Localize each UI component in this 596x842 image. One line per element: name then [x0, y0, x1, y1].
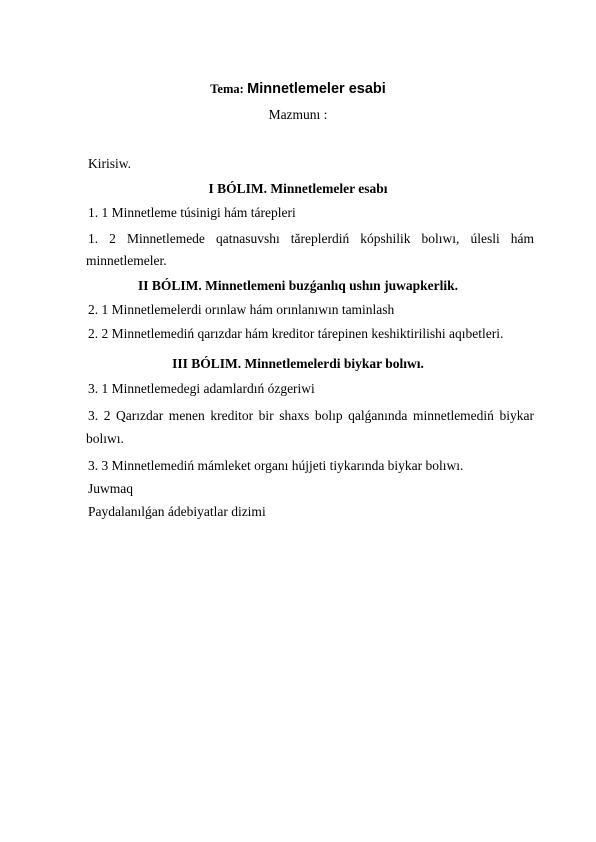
topic-heading	[0, 80, 596, 98]
toc-item-3-2-line1: 3. 2 Qarızdar menen kreditor bir shaxs bolıp qalǵanında minnetlemediń biykar	[88, 408, 534, 423]
toc-item-2-1: 2. 1 Minnetlemelerdi orınlaw hám orınlanıwın taminlash	[88, 302, 395, 317]
toc-item-1-2-line1: 1. 2 Minnetlemede qatnasuvshı tăreplerdiń kópshilik bolıwı, úlesli hám	[88, 231, 534, 246]
toc-item-3-1: 3. 1 Minnetlemedegi adamlardıń ózgeriwi	[88, 381, 315, 396]
toc-item-3-2-line2: bolıwı.	[86, 431, 124, 446]
contents-label: Mazmunı :	[268, 107, 328, 122]
toc-references: Paydalanılǵan ádebiyatlar dizimi	[88, 504, 266, 519]
toc-part2-title: II BÓLIM. Minnetlemeni buzǵanlıq ushın juwapkerlik.	[138, 278, 458, 293]
toc-item-2-2: 2. 2 Minnetlemediń qarızdar hám kreditor tárepinen keshiktirilishi aqıbetleri.	[88, 326, 504, 341]
toc-conclusion: Juwmaq	[88, 481, 133, 496]
toc-item-1-1: 1. 1 Minnetleme túsinigi hám tárepleri	[88, 205, 296, 220]
toc-part3-title: III BÓLIM. Minnetlemelerdi biykar bolıwı.	[172, 356, 424, 371]
toc-item-1-2-line2: minnetlemeler.	[86, 253, 167, 268]
topic-title: Minnetlemeler esabi	[247, 81, 386, 97]
toc-part1-title: I BÓLIM. Minnetlemeler esabı	[208, 181, 388, 196]
topic-label: Tema:	[210, 82, 244, 96]
toc-item-3-3: 3. 3 Minnetlemediń mámleket organı hújjeti tiykarında biykar bolıwı.	[88, 458, 464, 473]
toc-intro: Kirisiw.	[88, 156, 131, 171]
